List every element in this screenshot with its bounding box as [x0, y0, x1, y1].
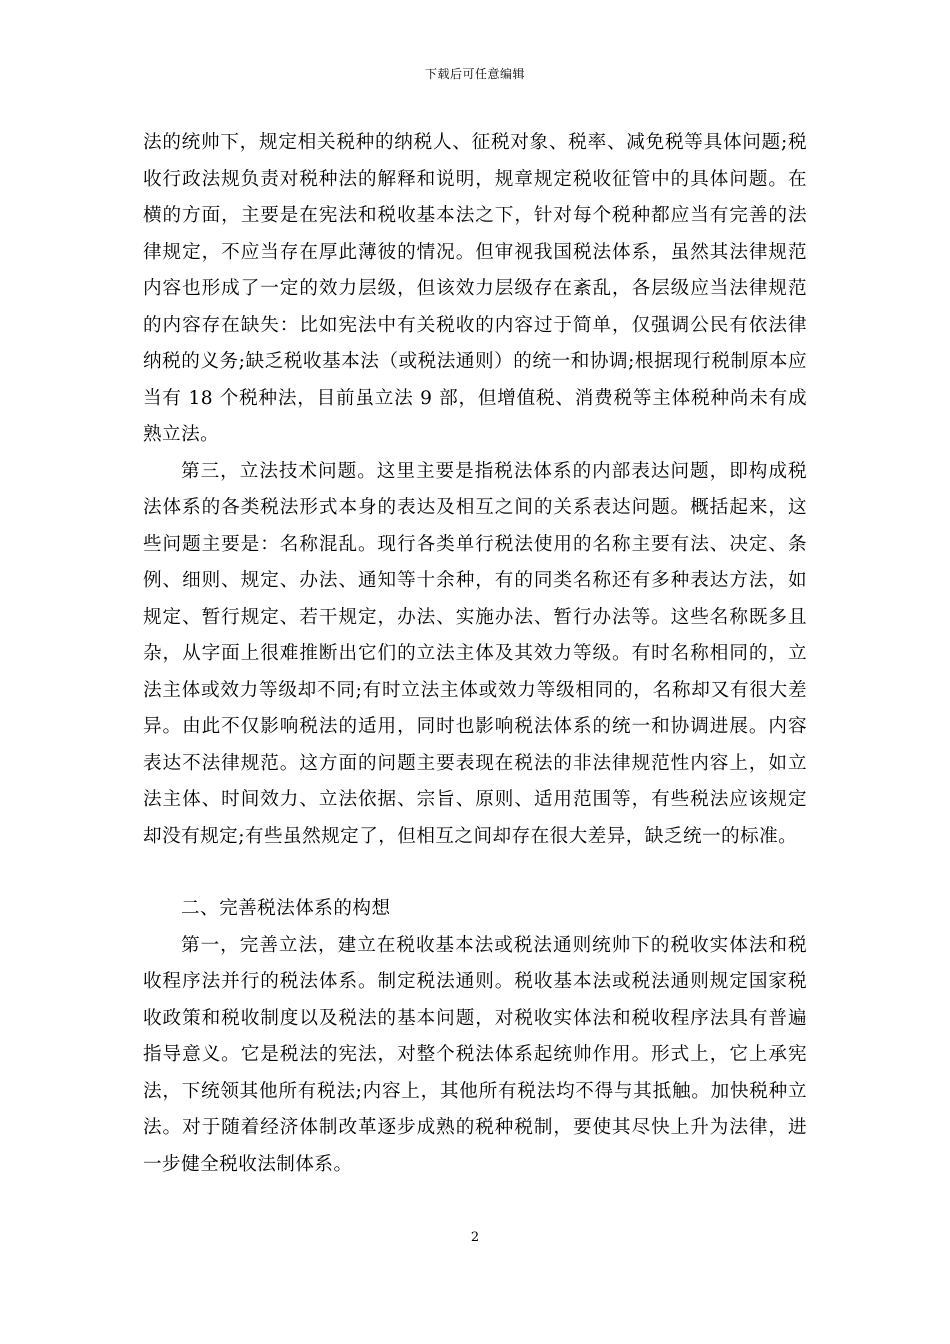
page-header: 下载后可任意编辑 [424, 67, 525, 81]
paragraph-continued: 法的统帅下，规定相关税种的纳税人、征税对象、税率、减免税等具体问题;税收行政法规负责对税种法的解释和说明，规章规定税收征管中的具体问题。在横的方面，主要是在宪法和税收基本法之下，针对每个税种都应当有完善的法律规定，不应当存在厚此薄彼的情况。但审视我国税法体系，虽然其法律规范内容也形成了一定的效力层级，但该效力层级存在紊乱，各层级应当法律规范的内容存在缺失：比如宪法中有关税收的内容过于简单，仅强调公民有依法律纳税的义务;缺乏税收基本法（或税法通则）的统一和协调;根据现行税制原本应当有 18 个税种法，目前虽立法 9 部，但增值税、消费税等主体税种尚未有成熟立法。 [143, 132, 807, 445]
section-heading: 二、完善税法体系的构想 [181, 898, 391, 919]
paragraph-improve-legislation: 第一，完善立法，建立在税收基本法或税法通则统帅下的税收实体法和税收程序法并行的税法体系。制定税法通则。税收基本法或税法通则规定国家税收政策和税收制度以及税法的基本问题，对税收实体法和税收程序法具有普遍指导意义。它是税法的宪法，对整个税法体系起统帅作用。形式上，它上承宪法，下统领其他所有税法;内容上，其他所有税法均不得与其抵触。加快税种立法。对于随着经济体制改革逐步成熟的税种税制，要使其尽快上升为法律，进一步健全税收法制体系。 [143, 934, 807, 1175]
paragraph-legislative-technique: 第三，立法技术问题。这里主要是指税法体系的内部表达问题，即构成税法体系的各类税法形式本身的表达及相互之间的关系表达问题。概括起来，这些问题主要是：名称混乱。现行各类单行税法使用的名称主要有法、决定、条例、细则、规定、办法、通知等十余种，有的同类名称还有多种表达方法，如规定、暂行规定、若干规定，办法、实施办法、暂行办法等。这些名称既多且杂，从字面上很难推断出它们的立法主体及其效力等级。有时名称相同的，立法主体或效力等级却不同;有时立法主体或效力等级相同的，名称却又有很大差异。由此不仅影响税法的适用，同时也影响税法体系的统一和协调进展。内容表达不法律规范。这方面的问题主要表现在税法的非法律规范性内容上，如立法主体、时间效力、立法依据、宗旨、原则、适用范围等，有些税法应该规定却没有规定;有些虽然规定了，但相互之间却存在很大差异，缺乏统一的标准。 [143, 460, 807, 847]
page-number: 2 [470, 1230, 480, 1245]
document-body [143, 125, 807, 1183]
